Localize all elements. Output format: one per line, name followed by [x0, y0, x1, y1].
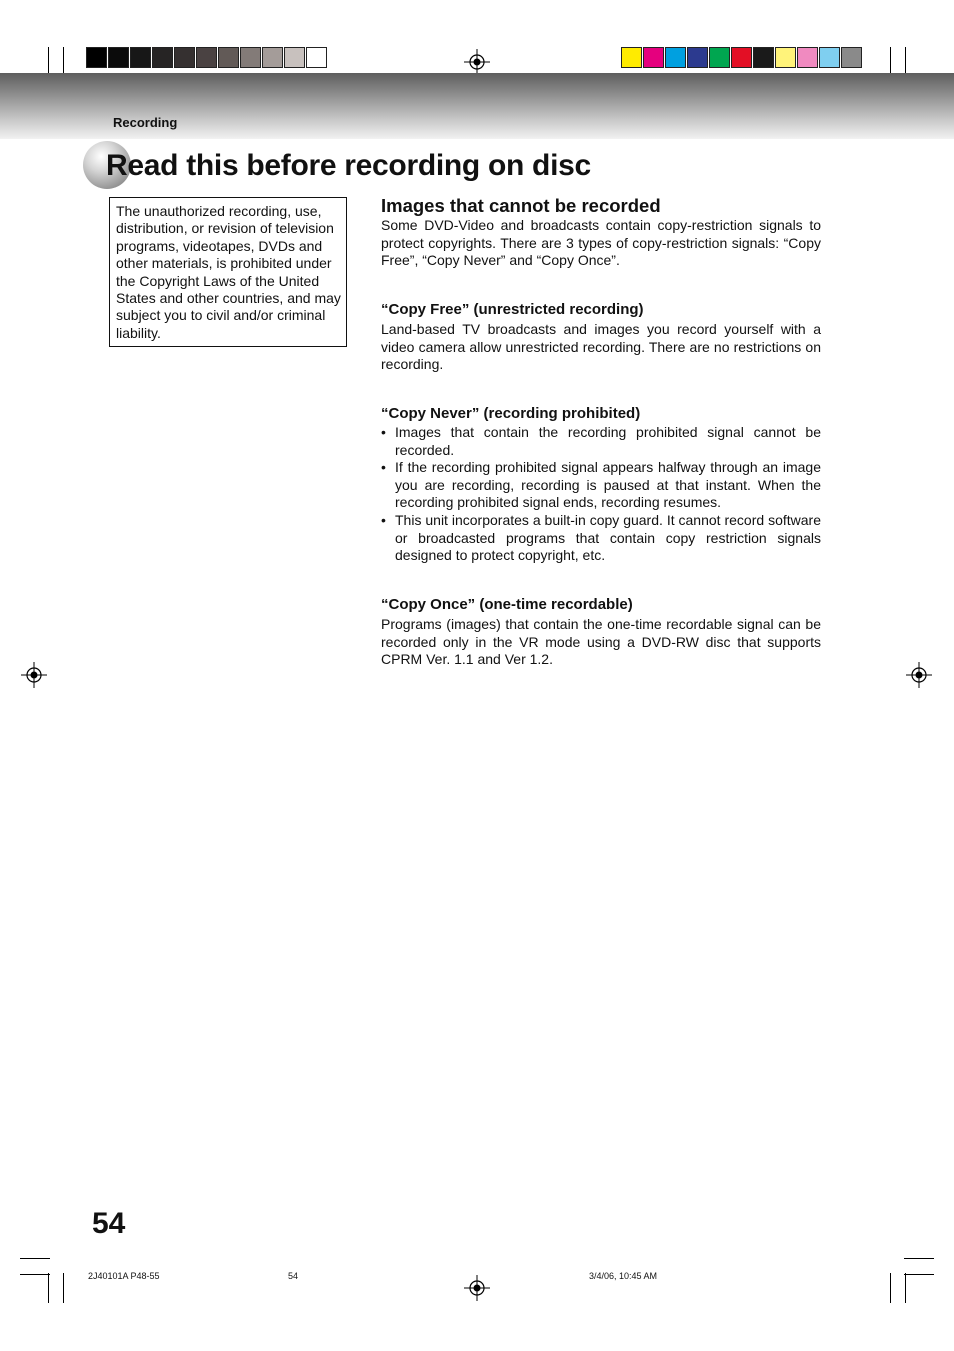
copy-never-list: [381, 424, 821, 565]
crop-mark: [63, 1273, 64, 1303]
color-swatch: [753, 47, 774, 68]
color-swatch: [174, 47, 195, 68]
crop-mark: [905, 1273, 906, 1303]
bullet-icon: •: [381, 459, 386, 476]
color-swatch: [819, 47, 840, 68]
crop-mark: [890, 47, 891, 75]
crop-mark: [48, 47, 49, 75]
color-swatch: [130, 47, 151, 68]
grayscale-color-bar: [86, 47, 328, 68]
crop-mark: [904, 1274, 934, 1275]
list-item: [381, 424, 821, 459]
color-swatch: [108, 47, 129, 68]
color-swatch: [665, 47, 686, 68]
page-title: Read this before recording on disc: [106, 149, 591, 182]
copy-once-heading: “Copy Once” (one-time recordable): [381, 596, 633, 613]
color-swatch: [709, 47, 730, 68]
list-item: [381, 459, 821, 512]
color-swatch: [152, 47, 173, 68]
color-swatch: [262, 47, 283, 68]
intro-paragraph: Some DVD-Video and broadcasts contain copy-restriction signals to protect copyrights. There are 3 types of copy-restriction signals: “Copy Free”, “Copy Never” and “Copy Once”.: [381, 217, 821, 269]
page-number: 54: [92, 1207, 126, 1240]
copy-free-heading: “Copy Free” (unrestricted recording): [381, 301, 644, 318]
color-swatch: [306, 47, 327, 68]
section-label: Recording: [113, 115, 178, 130]
color-swatch: [731, 47, 752, 68]
registration-mark-icon: [464, 49, 490, 75]
crop-mark: [905, 47, 906, 75]
color-swatch: [196, 47, 217, 68]
color-swatch: [775, 47, 796, 68]
color-swatch: [240, 47, 261, 68]
color-swatch: [218, 47, 239, 68]
list-item-text: If the recording prohibited signal appears halfway through an image you are recording, recording is paused at that instant. When the recording prohibited signal ends, recording resumes.: [395, 459, 821, 511]
color-swatch: [643, 47, 664, 68]
slug-file: 2J40101A P48-55: [88, 1271, 160, 1281]
crop-mark: [63, 47, 64, 75]
copy-free-text: Land-based TV broadcasts and images you record yourself with a video camera allow unrestricted recording. There are no restrictions on recording.: [381, 321, 821, 373]
process-color-bar: [621, 47, 863, 68]
registration-mark-icon: [464, 1275, 490, 1301]
list-item-text: Images that contain the recording prohibited signal cannot be recorded.: [395, 424, 821, 458]
color-swatch: [797, 47, 818, 68]
registration-mark-icon: [906, 662, 932, 688]
color-swatch: [687, 47, 708, 68]
slug-page: 54: [288, 1271, 299, 1281]
list-item-text: This unit incorporates a built-in copy guard. It cannot record software or broadcasted programs that contain copy restriction signals designed to protect copyright, etc.: [395, 511, 821, 564]
copyright-notice-text: The unauthorized recording, use, distribution, or revision of television programs, videotapes, DVDs and other materials, is prohibited under the Copyright Laws of the United States and other countries, and may subject you to civil and/or criminal liability.: [116, 203, 341, 341]
copy-never-heading: “Copy Never” (recording prohibited): [381, 405, 641, 422]
crop-mark: [20, 1274, 50, 1275]
crop-mark: [890, 1273, 891, 1303]
color-swatch: [621, 47, 642, 68]
list-item: [381, 512, 821, 565]
crop-mark: [20, 1258, 50, 1259]
registration-mark-icon: [21, 662, 47, 688]
color-swatch: [841, 47, 862, 68]
bullet-icon: •: [381, 511, 386, 528]
section-heading: Images that cannot be recorded: [381, 195, 661, 216]
crop-mark: [48, 1273, 49, 1303]
crop-mark: [904, 1258, 934, 1259]
color-swatch: [284, 47, 305, 68]
bullet-icon: •: [381, 424, 386, 440]
copy-once-text: Programs (images) that contain the one-time recordable signal can be recorded only in the VR mode using a DVD-RW disc that supports CPRM Ver. 1.1 and Ver 1.2.: [381, 616, 821, 668]
color-swatch: [86, 47, 107, 68]
slug-date: 3/4/06, 10:45 AM: [589, 1271, 658, 1281]
